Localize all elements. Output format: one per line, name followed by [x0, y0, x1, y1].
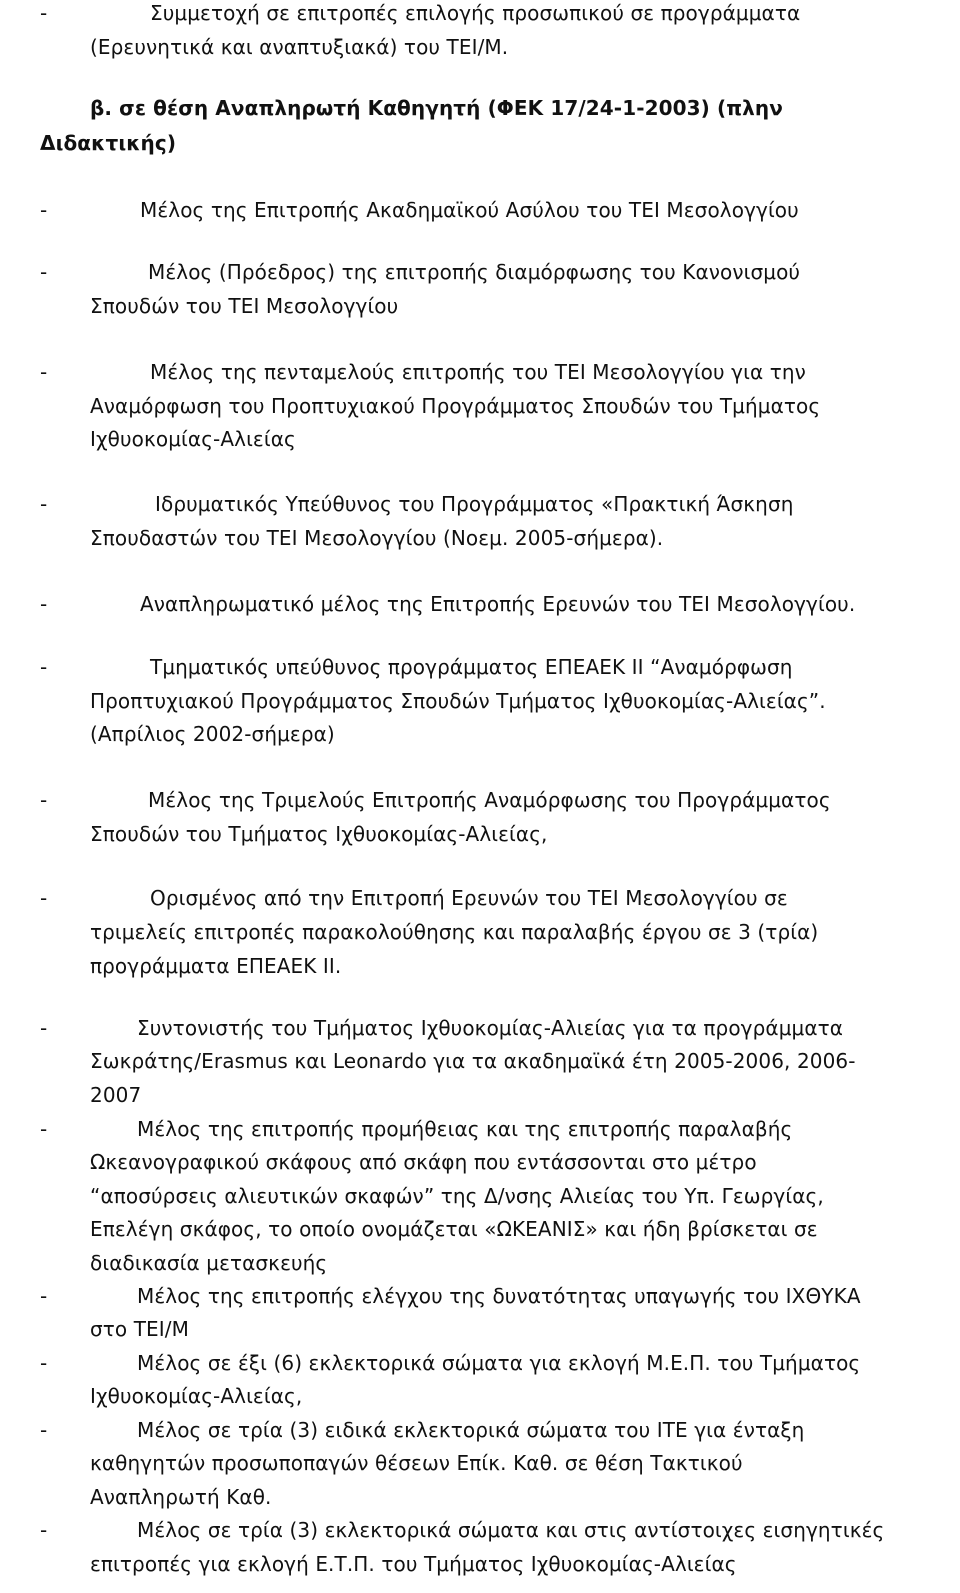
list-item-line: Ιχθυοκομίας-Αλιείας: [90, 427, 296, 451]
list-item-line: Αναμόρφωση του Προπτυχιακού Προγράμματος Σπουδών του Τμήματος: [90, 394, 821, 418]
bullet-dash: -: [40, 1, 48, 25]
list-item-line: καθηγητών προσωποπαγών θέσεων Επίκ. Καθ. σε θέση Τακτικού: [90, 1451, 743, 1475]
bullet-dash: -: [40, 1284, 48, 1308]
list-item-line: Ιδρυματικός Υπεύθυνος του Προγράμματος «Πρακτική Άσκηση: [155, 492, 794, 516]
bullet-dash: -: [40, 198, 48, 222]
list-item-line: προγράμματα ΕΠΕΑΕΚ ΙΙ.: [90, 954, 342, 978]
bullet-dash: -: [40, 788, 48, 812]
bullet-dash: -: [40, 655, 48, 679]
list-item-line: Σπουδών του ΤΕΙ Μεσολογγίου: [90, 294, 399, 318]
list-item-line: επιτροπές για εκλογή Ε.Τ.Π. του Τμήματος Ιχθυοκομίας-Αλιείας: [90, 1552, 737, 1576]
list-item-line: Μέλος σε τρία (3) ειδικά εκλεκτορικά σώματα του ΙΤΕ για ένταξη: [137, 1418, 805, 1442]
bullet-dash: -: [40, 492, 48, 516]
list-item-line: Αναπληρωτή Καθ.: [90, 1485, 272, 1509]
list-item-line: Ορισμένος από την Επιτροπή Ερευνών του ΤΕΙ Μεσολογγίου σε: [150, 886, 788, 910]
list-item-line: Σπουδών του Τμήματος Ιχθυοκομίας-Αλιείας,: [90, 822, 548, 846]
bullet-dash: -: [40, 1016, 48, 1040]
bullet-dash: -: [40, 1418, 48, 1442]
bullet-dash: -: [40, 260, 48, 284]
list-item-line: Μέλος της Τριμελούς Επιτροπής Αναμόρφωσης του Προγράμματος: [148, 788, 831, 812]
list-item-line: Μέλος της επιτροπής ελέγχου της δυνατότητας υπαγωγής του ΙΧΘΥΚΑ: [137, 1284, 861, 1308]
list-item-line: Τμηματικός υπεύθυνος προγράμματος ΕΠΕΑΕΚ ΙΙ “Αναμόρφωση: [150, 655, 793, 679]
list-item-line: Μέλος σε τρία (3) εκλεκτορικά σώματα και στις αντίστοιχες εισηγητικές: [137, 1518, 885, 1542]
list-item-line: Συντονιστής του Τμήματος Ιχθυοκομίας-Αλιείας για τα προγράμματα: [137, 1016, 844, 1040]
list-item-line: Μέλος της επιτροπής προμήθειας και της επιτροπής παραλαβής: [137, 1117, 793, 1141]
text-line: Συμμετοχή σε επιτροπές επιλογής προσωπικού σε προγράμματα: [150, 1, 801, 25]
list-item-line: Σπουδαστών του ΤΕΙ Μεσολογγίου (Νοεμ. 2005-σήμερα).: [90, 526, 664, 550]
text-line: (Ερευνητικά και αναπτυξιακά) του ΤΕΙ/Μ.: [90, 35, 509, 59]
list-item-line: Σωκράτης/Erasmus και Leonardo για τα ακαδημαϊκά έτη 2005-2006, 2006-: [90, 1049, 856, 1073]
list-item-line: (Απρίλιος 2002-σήμερα): [90, 722, 335, 746]
list-item-line: Μέλος της πενταμελούς επιτροπής του ΤΕΙ Μεσολογγίου για την: [150, 360, 806, 384]
bullet-dash: -: [40, 1518, 48, 1542]
list-item-line: Μέλος σε έξι (6) εκλεκτορικά σώματα για εκλογή Μ.Ε.Π. του Τμήματος: [137, 1351, 861, 1375]
section-heading: β. σε θέση Αναπληρωτή Καθηγητή (ΦΕΚ 17/24-1-2003) (πλην: [90, 96, 783, 120]
list-item-line: διαδικασία μετασκευής: [90, 1251, 328, 1275]
bullet-dash: -: [40, 360, 48, 384]
list-item-line: Ωκεανογραφικού σκάφους από σκάφη που εντάσσονται στο μέτρο: [90, 1150, 757, 1174]
list-item-line: τριμελείς επιτροπές παρακολούθησης και παραλαβής έργου σε 3 (τρία): [90, 920, 819, 944]
bullet-dash: -: [40, 592, 48, 616]
list-item-line: Αναπληρωματικό μέλος της Επιτροπής Ερευνών του ΤΕΙ Μεσολογγίου.: [140, 592, 856, 616]
list-item-line: Προπτυχιακού Προγράμματος Σπουδών Τμήματος Ιχθυοκομίας-Αλιείας”.: [90, 689, 826, 713]
bullet-dash: -: [40, 1117, 48, 1141]
list-item-line: στο ΤΕΙ/Μ: [90, 1317, 189, 1341]
list-item-line: Μέλος (Πρόεδρος) της επιτροπής διαμόρφωσης του Κανονισμού: [148, 260, 801, 284]
list-item-line: Επελέγη σκάφος, το οποίο ονομάζεται «ΩΚΕΑΝΙΣ» και ήδη βρίσκεται σε: [90, 1217, 818, 1241]
bullet-dash: -: [40, 886, 48, 910]
list-item-line: “αποσύρσεις αλιευτικών σκαφών” της Δ/νσης Αλιείας του Υπ. Γεωργίας,: [90, 1184, 824, 1208]
section-heading: Διδακτικής): [40, 131, 177, 155]
list-item-line: Ιχθυοκομίας-Αλιείας,: [90, 1384, 303, 1408]
list-item-line: Μέλος της Επιτροπής Ακαδημαϊκού Ασύλου του ΤΕΙ Μεσολογγίου: [140, 198, 799, 222]
bullet-dash: -: [40, 1351, 48, 1375]
list-item-line: 2007: [90, 1083, 142, 1107]
